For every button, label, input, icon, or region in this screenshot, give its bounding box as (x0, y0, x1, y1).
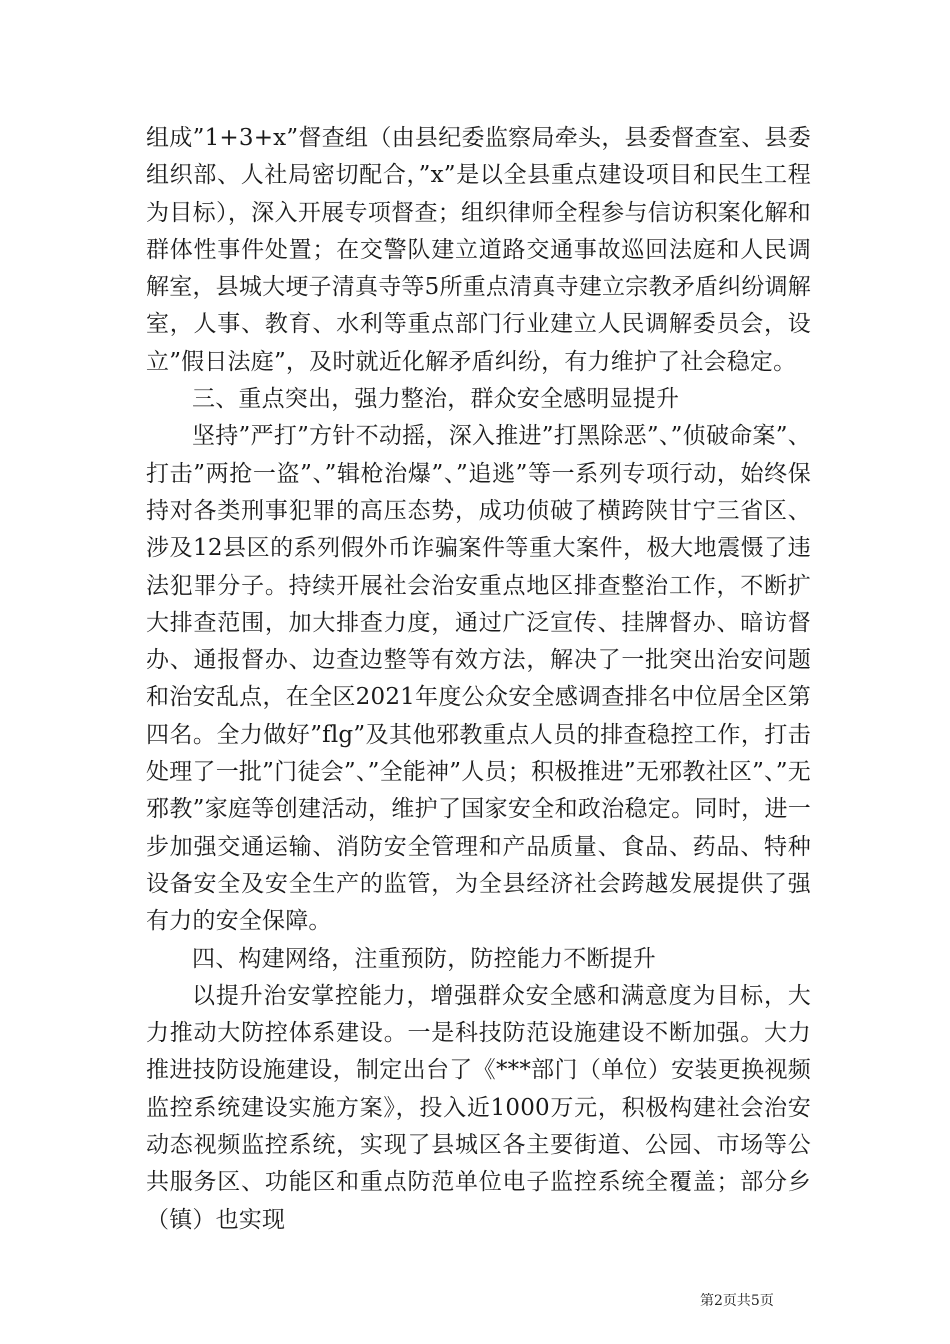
paragraph-section-3: 坚持”严打”方针不动摇，深入推进”打黑除恶”、”侦破命案”、打击”两抢一盗”、”辑枪治爆”、”追逃”等一系列专项行动，始终保持对各类刑事犯罪的高压态势，成功侦破了横跨陕甘宁三省区、涉及12县区的系列假外币诈骗案件等重大案件，极大地震慑了违法犯罪分子。持续开展社会治安重点地区排查整治工作，不断扩大排查范围，加大排查力度，通过广泛宣传、挂牌督办、暗访督办、通报督办、边查边整等有效方法，解决了一批突出治安问题和治安乱点，在全区2021年度公众安全感调查排名中位居全区第四名。全力做好”flg”及其他邪教重点人员的排查稳控工作，打击处理了一批”门徒会”、”全能神”人员；积极推进”无邪教社区”、”无邪教”家庭等创建活动，维护了国家安全和政治稳定。同时，进一步加强交通运输、消防安全管理和产品质量、食品、药品、特种设备安全及安全生产的监管，为全县经济社会跨越发展提供了强有力的安全保障。 (146, 423, 811, 935)
section-heading-4: 四、构建网络，注重预防，防控能力不断提升 (192, 945, 656, 972)
paragraph-continuation: 组成”1+3+x”督查组（由县纪委监察局牵头，县委督查室、县委组织部、人社局密切配合，”x”是以全县重点建设项目和民生工程为目标），深入开展专项督查；组织律师全程参与信访积案化解和群体性事件处置；在交警队建立道路交通事故巡回法庭和人民调解室，县城大埂子清真寺等5所重点清真寺建立宗教矛盾纠纷调解室，人事、教育、水利等重点部门行业建立人民调解委员会，设立”假日法庭”，及时就近化解矛盾纠纷，有力维护了社会稳定。 (146, 125, 811, 375)
page-number-footer: 第2页共5页 (700, 1293, 774, 1309)
paragraph-section-4: 以提升治安掌控能力，增强群众安全感和满意度为目标，大力推动大防控体系建设。一是科技防范设施建设不断加强。大力推进技防设施建设，制定出台了《***部门（单位）安装更换视频监控系统建设实施方案》，投入近1000万元，积极构建社会治安动态视频监控系统，实现了县城区各主要街道、公园、市场等公共服务区、功能区和重点防范单位电子监控系统全覆盖；部分乡（镇）也实现 (146, 982, 811, 1233)
section-heading-3: 三、重点突出，强力整治，群众安全感明显提升 (192, 386, 680, 413)
document-body (146, 120, 811, 1239)
